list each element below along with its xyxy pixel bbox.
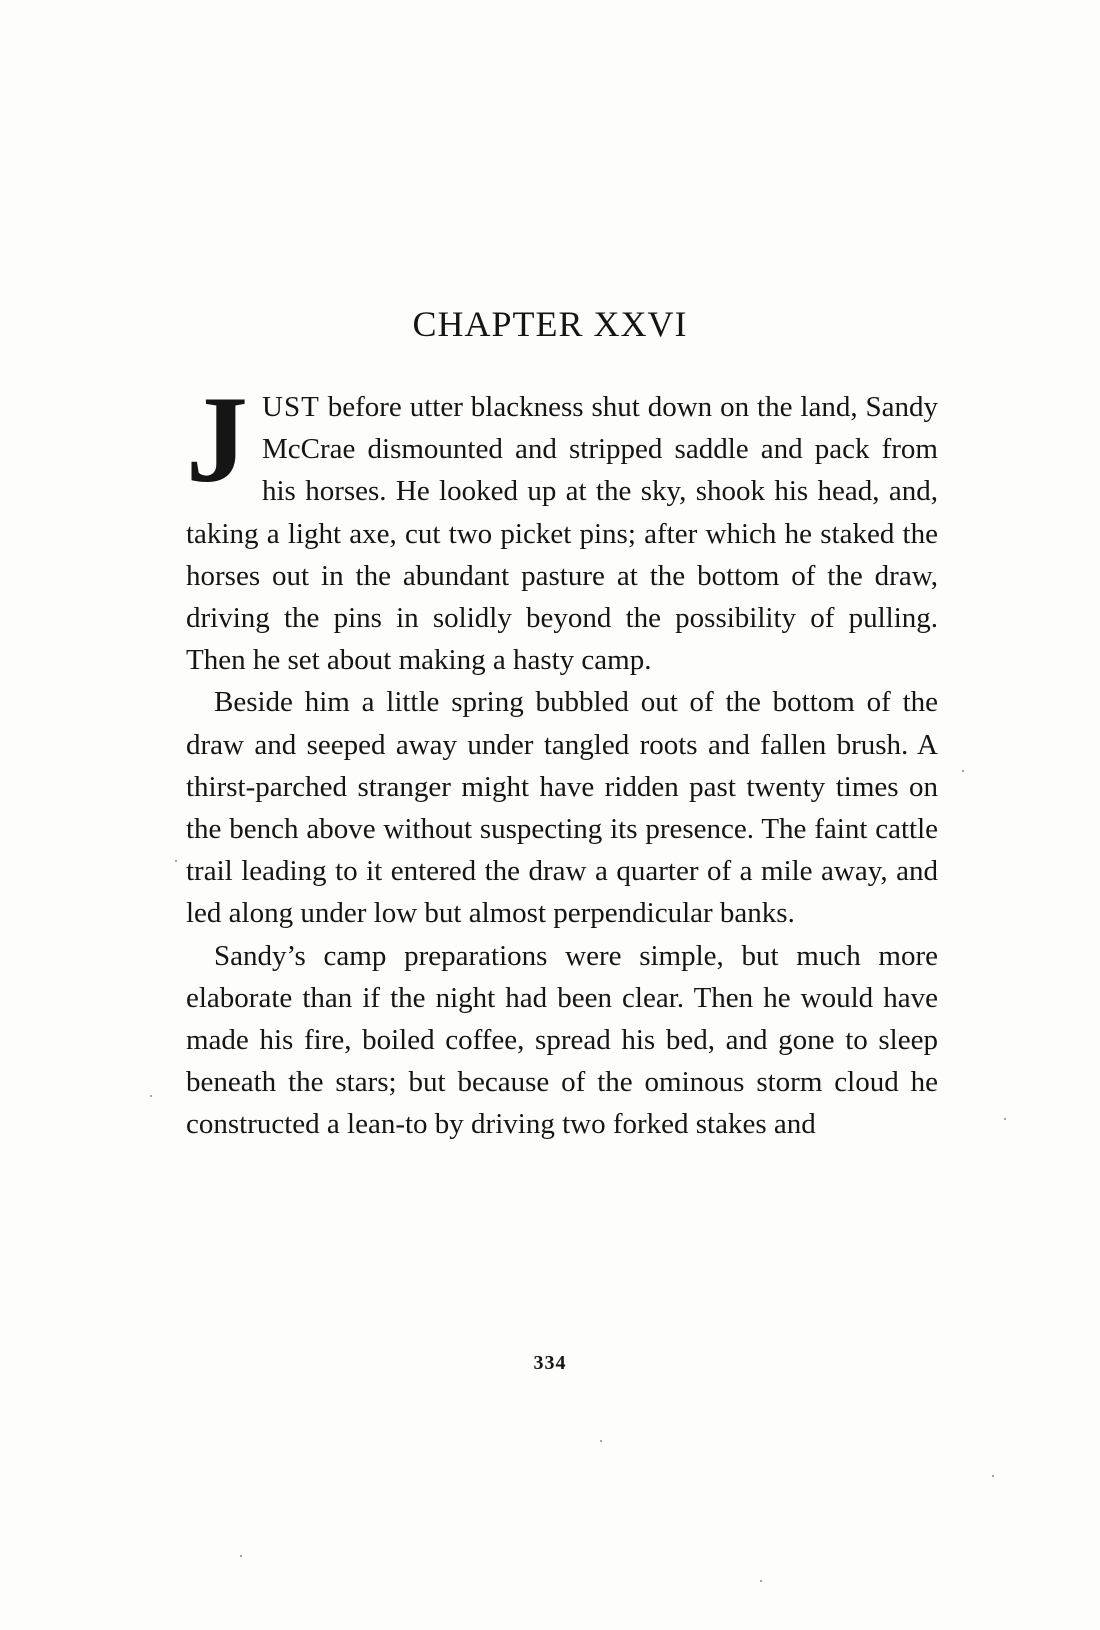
paragraph-text: Sandy’s camp preparations were simple, but much more elaborate than if the night had been clear. Then he would have made his fire, boiled coffee, spread his bed, and gone to sleep beneath the stars; but because of the ominous storm cloud he constructed a lean-to by driving two forked stakes and — [186, 939, 938, 1141]
scan-speck — [1004, 1118, 1006, 1120]
page-number: 334 — [533, 1352, 567, 1374]
chapter-heading: CHAPTER XXVI — [412, 304, 688, 344]
scan-speck — [175, 860, 177, 862]
paragraph-1 — [186, 371, 938, 681]
scan-speck — [760, 1580, 762, 1582]
scan-speck — [992, 1475, 994, 1477]
drop-cap: J — [186, 371, 248, 508]
scan-speck — [962, 770, 964, 772]
scan-speck — [240, 1555, 242, 1557]
paragraph-text: Beside him a little spring bubbled out of the bottom of the draw and seeped away under tangled roots and fallen brush. A thirst-parched stranger might have ridden past twenty times on the bench above without suspecting its presence. The faint cattle trail leading to it entered the draw a quarter of a mile away, and led along under low but almost perpendicular banks. — [186, 686, 938, 930]
scan-speck — [150, 1095, 152, 1097]
paragraph-2 — [186, 681, 938, 934]
paragraph-3 — [186, 935, 938, 1146]
paragraph-lead: UST — [262, 391, 320, 423]
chapter-body — [186, 371, 938, 1146]
scan-speck — [600, 1440, 602, 1442]
paragraph-text: before utter blackness shut down on the land, Sandy McCrae dismounted and stripped saddle and pack from his horses. He looked up at the sky, shook his head, and, taking a light axe, cut two picket pins; after which he staked the horses out in the abundant pasture at the bottom of the draw, driving the pins in solidly beyond the possibility of pulling. Then he set about making a hasty camp. — [186, 391, 938, 677]
